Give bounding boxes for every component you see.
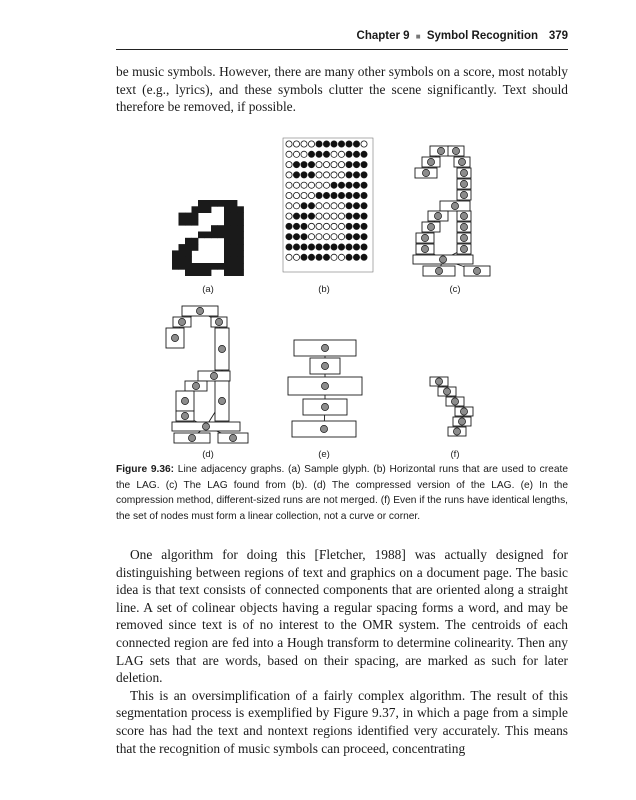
- glyph-pixel: [231, 250, 238, 257]
- run-pixel-on: [301, 172, 307, 178]
- run-pixel-on: [308, 162, 314, 168]
- run-pixel-on: [361, 162, 367, 168]
- run-pixel-on: [353, 234, 359, 240]
- glyph-pixel: [224, 238, 231, 245]
- glyph-pixel: [185, 238, 192, 245]
- run-pixel-on: [323, 192, 329, 198]
- lag-e-node: [321, 382, 328, 389]
- glyph-pixel: [198, 232, 205, 239]
- run-pixel-on: [316, 151, 322, 157]
- run-pixel-on: [353, 182, 359, 188]
- run-pixel-on: [338, 141, 344, 147]
- run-pixel-on: [346, 244, 352, 250]
- label-c: (c): [449, 284, 461, 295]
- run-pixel-on: [353, 254, 359, 260]
- run-pixel-on: [346, 151, 352, 157]
- lag-d-node: [202, 423, 209, 430]
- run-pixel-on: [301, 234, 307, 240]
- lag-c-node: [460, 191, 467, 198]
- glyph-pixel: [205, 232, 212, 239]
- glyph-pixel: [218, 225, 225, 232]
- glyph-pixel: [211, 232, 218, 239]
- run-pixel-off: [316, 182, 322, 188]
- run-pixel-on: [338, 192, 344, 198]
- run-pixel-on: [301, 223, 307, 229]
- run-pixel-on: [361, 192, 367, 198]
- glyph-pixel: [185, 269, 192, 276]
- lag-c-node: [460, 180, 467, 187]
- run-pixel-off: [331, 223, 337, 229]
- run-pixel-off: [293, 203, 299, 209]
- label-b: (b): [318, 284, 330, 295]
- run-pixel-off: [286, 254, 292, 260]
- run-pixel-off: [301, 192, 307, 198]
- lag-c-node: [460, 169, 467, 176]
- panel-e-nonmerged-runs: [288, 340, 362, 437]
- run-pixel-off: [286, 151, 292, 157]
- glyph-pixel: [185, 213, 192, 220]
- run-pixel-off: [286, 203, 292, 209]
- glyph-pixel: [231, 257, 238, 264]
- run-pixel-off: [338, 172, 344, 178]
- run-pixel-on: [293, 213, 299, 219]
- glyph-pixel: [224, 219, 231, 226]
- run-pixel-on: [316, 244, 322, 250]
- glyph-pixel: [205, 206, 212, 213]
- run-pixel-on: [346, 182, 352, 188]
- lag-c-node: [422, 169, 429, 176]
- glyph-pixel: [224, 244, 231, 251]
- run-pixel-on: [346, 213, 352, 219]
- glyph-pixel: [211, 200, 218, 207]
- run-pixel-on: [361, 182, 367, 188]
- run-pixel-on: [308, 151, 314, 157]
- run-pixel-off: [301, 141, 307, 147]
- run-pixel-on: [331, 182, 337, 188]
- glyph-pixel: [218, 232, 225, 239]
- run-pixel-on: [286, 244, 292, 250]
- lag-d-node: [218, 397, 225, 404]
- glyph-pixel: [198, 206, 205, 213]
- glyph-pixel: [172, 263, 179, 270]
- run-pixel-off: [361, 141, 367, 147]
- run-pixel-on: [361, 213, 367, 219]
- glyph-pixel: [179, 250, 186, 257]
- run-pixel-on: [346, 172, 352, 178]
- glyph-pixel: [237, 263, 244, 270]
- run-pixel-on: [331, 141, 337, 147]
- body-text: [116, 546, 568, 757]
- glyph-pixel: [224, 232, 231, 239]
- run-pixel-off: [338, 213, 344, 219]
- run-pixel-on: [286, 223, 292, 229]
- run-pixel-off: [308, 141, 314, 147]
- glyph-pixel: [231, 206, 238, 213]
- glyph-pixel: [237, 219, 244, 226]
- lag-d-node: [215, 318, 222, 325]
- glyph-pixel: [185, 244, 192, 251]
- glyph-pixel: [224, 269, 231, 276]
- glyph-pixel: [237, 232, 244, 239]
- run-pixel-on: [286, 234, 292, 240]
- glyph-pixel: [198, 269, 205, 276]
- panel-d-compressed-lag: [166, 306, 248, 443]
- glyph-pixel: [237, 250, 244, 257]
- run-pixel-on: [293, 234, 299, 240]
- lag-c-node: [435, 267, 442, 274]
- lag-c-node: [460, 212, 467, 219]
- run-pixel-on: [346, 254, 352, 260]
- run-pixel-off: [338, 254, 344, 260]
- run-pixel-on: [361, 254, 367, 260]
- glyph-pixel: [224, 206, 231, 213]
- lag-d-node: [181, 412, 188, 419]
- chapter-title: Symbol Recognition: [426, 30, 538, 42]
- body-paragraph-1: One algorithm for doing this [Fletcher, 1988] was actually designed for distinguishing between regions of text and graphics on a document page. The basic idea is that text consists of connected components that are oriented along a straight line. A set of colinear objects having a regular spacing forms a word, and may be removed since text is of no interest to the OMR system. The centroids of each connected region are fed into a Hough transform to determine colinearity. Then any LAG sets that are words, based on their spacing, are marked as such for later deletion.: [116, 547, 568, 686]
- run-pixel-off: [323, 182, 329, 188]
- glyph-pixel: [211, 263, 218, 270]
- glyph-pixel: [192, 244, 199, 251]
- run-pixel-on: [293, 162, 299, 168]
- run-pixel-off: [286, 213, 292, 219]
- header-separator: ■: [415, 32, 421, 41]
- lag-c-node: [427, 158, 434, 165]
- run-pixel-on: [301, 162, 307, 168]
- run-pixel-off: [286, 141, 292, 147]
- lag-c-node: [434, 212, 441, 219]
- glyph-pixel: [185, 219, 192, 226]
- lag-f-node: [458, 418, 465, 425]
- run-pixel-off: [338, 223, 344, 229]
- lag-d-node: [188, 434, 195, 441]
- lag-d-node: [218, 345, 225, 352]
- run-pixel-on: [293, 172, 299, 178]
- lag-f-node: [451, 398, 458, 405]
- glyph-pixel: [237, 206, 244, 213]
- intro-text: be music symbols. However, there are many other symbols on a score, most notably text (e.g., lyrics), and these symbols clutter the scene significantly. Text should therefore be removed, if possible.: [116, 64, 568, 115]
- glyph-pixel: [205, 269, 212, 276]
- run-pixel-on: [293, 244, 299, 250]
- run-pixel-on: [353, 244, 359, 250]
- run-pixel-off: [286, 182, 292, 188]
- run-pixel-on: [353, 141, 359, 147]
- run-pixel-off: [316, 203, 322, 209]
- run-pixel-off: [301, 182, 307, 188]
- run-pixel-on: [346, 234, 352, 240]
- lag-d-node: [210, 372, 217, 379]
- lag-c-node: [460, 245, 467, 252]
- run-pixel-off: [331, 203, 337, 209]
- run-pixel-off: [323, 162, 329, 168]
- run-pixel-on: [338, 182, 344, 188]
- run-pixel-on: [308, 203, 314, 209]
- run-pixel-on: [308, 213, 314, 219]
- run-pixel-on: [301, 213, 307, 219]
- lag-c-node: [460, 223, 467, 230]
- body-paragraph-2: This is an oversimplification of a fairly complex algorithm. The result of this segmentation process is exemplified by Figure 9.37, in which a page from a simple score has had the text and nontext regions identified very accurately. This means that the recognition of music symbols can proceed, concentrating: [116, 687, 568, 756]
- run-pixel-on: [353, 162, 359, 168]
- run-pixel-on: [301, 203, 307, 209]
- glyph-pixel: [224, 257, 231, 264]
- run-pixel-off: [316, 223, 322, 229]
- run-pixel-on: [361, 172, 367, 178]
- run-pixel-off: [286, 172, 292, 178]
- run-pixel-off: [308, 234, 314, 240]
- lag-f-node: [443, 388, 450, 395]
- glyph-pixel: [192, 269, 199, 276]
- run-pixel-on: [308, 254, 314, 260]
- glyph-pixel: [224, 225, 231, 232]
- run-pixel-off: [286, 192, 292, 198]
- glyph-pixel: [179, 219, 186, 226]
- glyph-pixel: [231, 232, 238, 239]
- run-pixel-off: [331, 172, 337, 178]
- panel-f-corner-runs: [430, 377, 473, 436]
- lag-d-node: [178, 318, 185, 325]
- run-pixel-on: [361, 234, 367, 240]
- run-pixel-on: [316, 192, 322, 198]
- lag-c-node: [458, 158, 465, 165]
- glyph-pixel: [231, 238, 238, 245]
- run-pixel-on: [353, 213, 359, 219]
- run-pixel-off: [323, 213, 329, 219]
- lag-c-node: [460, 234, 467, 241]
- glyph-pixel: [237, 269, 244, 276]
- run-pixel-on: [361, 203, 367, 209]
- run-pixel-on: [353, 192, 359, 198]
- run-pixel-on: [308, 244, 314, 250]
- glyph-pixel: [231, 213, 238, 220]
- lag-e-node: [321, 362, 328, 369]
- run-pixel-off: [323, 234, 329, 240]
- lag-e-node: [321, 344, 328, 351]
- run-pixel-on: [361, 244, 367, 250]
- glyph-pixel: [231, 200, 238, 207]
- glyph-pixel: [231, 244, 238, 251]
- run-pixel-on: [346, 192, 352, 198]
- glyph-pixel: [237, 244, 244, 251]
- run-pixel-off: [316, 162, 322, 168]
- lag-c-node: [473, 267, 480, 274]
- lag-f-node: [435, 378, 442, 385]
- lag-f-node: [453, 428, 460, 435]
- run-pixel-off: [308, 223, 314, 229]
- run-pixel-off: [286, 162, 292, 168]
- lag-d-node: [229, 434, 236, 441]
- run-pixel-off: [338, 162, 344, 168]
- glyph-pixel: [192, 219, 199, 226]
- lag-c-node: [437, 147, 444, 154]
- run-pixel-off: [331, 151, 337, 157]
- lag-d-node: [192, 382, 199, 389]
- lag-f-node: [460, 408, 467, 415]
- run-pixel-off: [316, 234, 322, 240]
- glyph-pixel: [211, 225, 218, 232]
- glyph-pixel: [192, 238, 199, 245]
- glyph-pixel: [231, 219, 238, 226]
- lag-c-node: [439, 256, 446, 263]
- run-pixel-off: [323, 223, 329, 229]
- run-pixel-on: [361, 223, 367, 229]
- run-pixel-off: [293, 254, 299, 260]
- run-pixel-off: [316, 172, 322, 178]
- run-pixel-off: [338, 151, 344, 157]
- lag-c-node: [427, 223, 434, 230]
- caption-label: Figure 9.36:: [116, 464, 175, 475]
- glyph-pixel: [185, 250, 192, 257]
- run-pixel-on: [323, 141, 329, 147]
- glyph-pixel: [185, 263, 192, 270]
- run-pixel-off: [316, 213, 322, 219]
- glyph-pixel: [224, 250, 231, 257]
- glyph-pixel: [237, 238, 244, 245]
- glyph-pixel: [224, 200, 231, 207]
- run-pixel-on: [301, 254, 307, 260]
- run-pixel-on: [346, 141, 352, 147]
- run-pixel-on: [353, 172, 359, 178]
- lag-d-node: [196, 307, 203, 314]
- run-pixel-on: [323, 151, 329, 157]
- chapter-number: Chapter 9: [356, 30, 410, 42]
- glyph-pixel: [185, 257, 192, 264]
- glyph-pixel: [237, 257, 244, 264]
- glyph-pixel: [231, 225, 238, 232]
- run-pixel-on: [353, 223, 359, 229]
- run-pixel-off: [331, 213, 337, 219]
- glyph-pixel: [172, 250, 179, 257]
- glyph-pixel: [192, 213, 199, 220]
- run-pixel-off: [308, 192, 314, 198]
- run-pixel-on: [308, 172, 314, 178]
- run-pixel-on: [338, 244, 344, 250]
- glyph-pixel: [237, 213, 244, 220]
- run-pixel-on: [361, 151, 367, 157]
- run-pixel-off: [323, 203, 329, 209]
- panel-a-glyph: [172, 200, 244, 276]
- page-number: 379: [548, 30, 568, 42]
- run-pixel-on: [331, 244, 337, 250]
- label-e: (e): [318, 449, 330, 460]
- glyph-pixel: [237, 225, 244, 232]
- run-pixel-off: [331, 162, 337, 168]
- glyph-pixel: [192, 206, 199, 213]
- panel-b-runs: [283, 138, 373, 272]
- glyph-pixel: [224, 263, 231, 270]
- label-f: (f): [450, 449, 460, 460]
- glyph-pixel: [179, 213, 186, 220]
- run-pixel-off: [338, 234, 344, 240]
- glyph-pixel: [218, 200, 225, 207]
- panel-c-lag: [413, 146, 490, 276]
- lag-c-node: [421, 234, 428, 241]
- run-pixel-off: [331, 254, 337, 260]
- run-pixel-off: [323, 172, 329, 178]
- run-pixel-on: [331, 192, 337, 198]
- label-a: (a): [202, 284, 214, 295]
- lag-d-node: [171, 334, 178, 341]
- run-pixel-on: [346, 223, 352, 229]
- figure-caption: [116, 462, 568, 524]
- run-pixel-on: [346, 203, 352, 209]
- run-pixel-on: [316, 141, 322, 147]
- run-pixel-on: [353, 151, 359, 157]
- run-pixel-off: [293, 151, 299, 157]
- run-pixel-off: [293, 141, 299, 147]
- run-pixel-on: [323, 254, 329, 260]
- run-pixel-on: [301, 244, 307, 250]
- run-pixel-off: [293, 192, 299, 198]
- glyph-pixel: [231, 269, 238, 276]
- glyph-pixel: [218, 263, 225, 270]
- glyph-pixel: [179, 263, 186, 270]
- lag-c-node: [452, 147, 459, 154]
- glyph-pixel: [192, 263, 199, 270]
- run-pixel-on: [293, 223, 299, 229]
- run-pixel-off: [331, 234, 337, 240]
- run-pixel-off: [338, 203, 344, 209]
- run-pixel-on: [316, 254, 322, 260]
- lag-e-node: [321, 403, 328, 410]
- label-d: (d): [202, 449, 214, 460]
- glyph-pixel: [205, 200, 212, 207]
- glyph-pixel: [179, 257, 186, 264]
- glyph-pixel: [224, 213, 231, 220]
- run-pixel-off: [308, 182, 314, 188]
- lag-d-node: [181, 397, 188, 404]
- run-pixel-off: [293, 182, 299, 188]
- caption-text: Line adjacency graphs. (a) Sample glyph. (b) Horizontal runs that are used to create the LAG. (c) The LAG found from (b). (d) The compressed version of the LAG. (e) In the compression method, different-sized runs are not merged. (f) Even if the runs have identical lengths, the set of nodes must form a linear collection, not a curve or corner.: [116, 464, 568, 522]
- lag-c-node: [421, 245, 428, 252]
- glyph-pixel: [179, 244, 186, 251]
- glyph-pixel: [231, 263, 238, 270]
- run-pixel-on: [323, 244, 329, 250]
- run-pixel-on: [353, 203, 359, 209]
- lag-e-node: [320, 425, 327, 432]
- glyph-pixel: [198, 200, 205, 207]
- glyph-pixel: [172, 257, 179, 264]
- run-pixel-off: [301, 151, 307, 157]
- lag-c-node: [451, 202, 458, 209]
- run-pixel-on: [346, 162, 352, 168]
- glyph-pixel: [198, 263, 205, 270]
- glyph-pixel: [205, 263, 212, 270]
